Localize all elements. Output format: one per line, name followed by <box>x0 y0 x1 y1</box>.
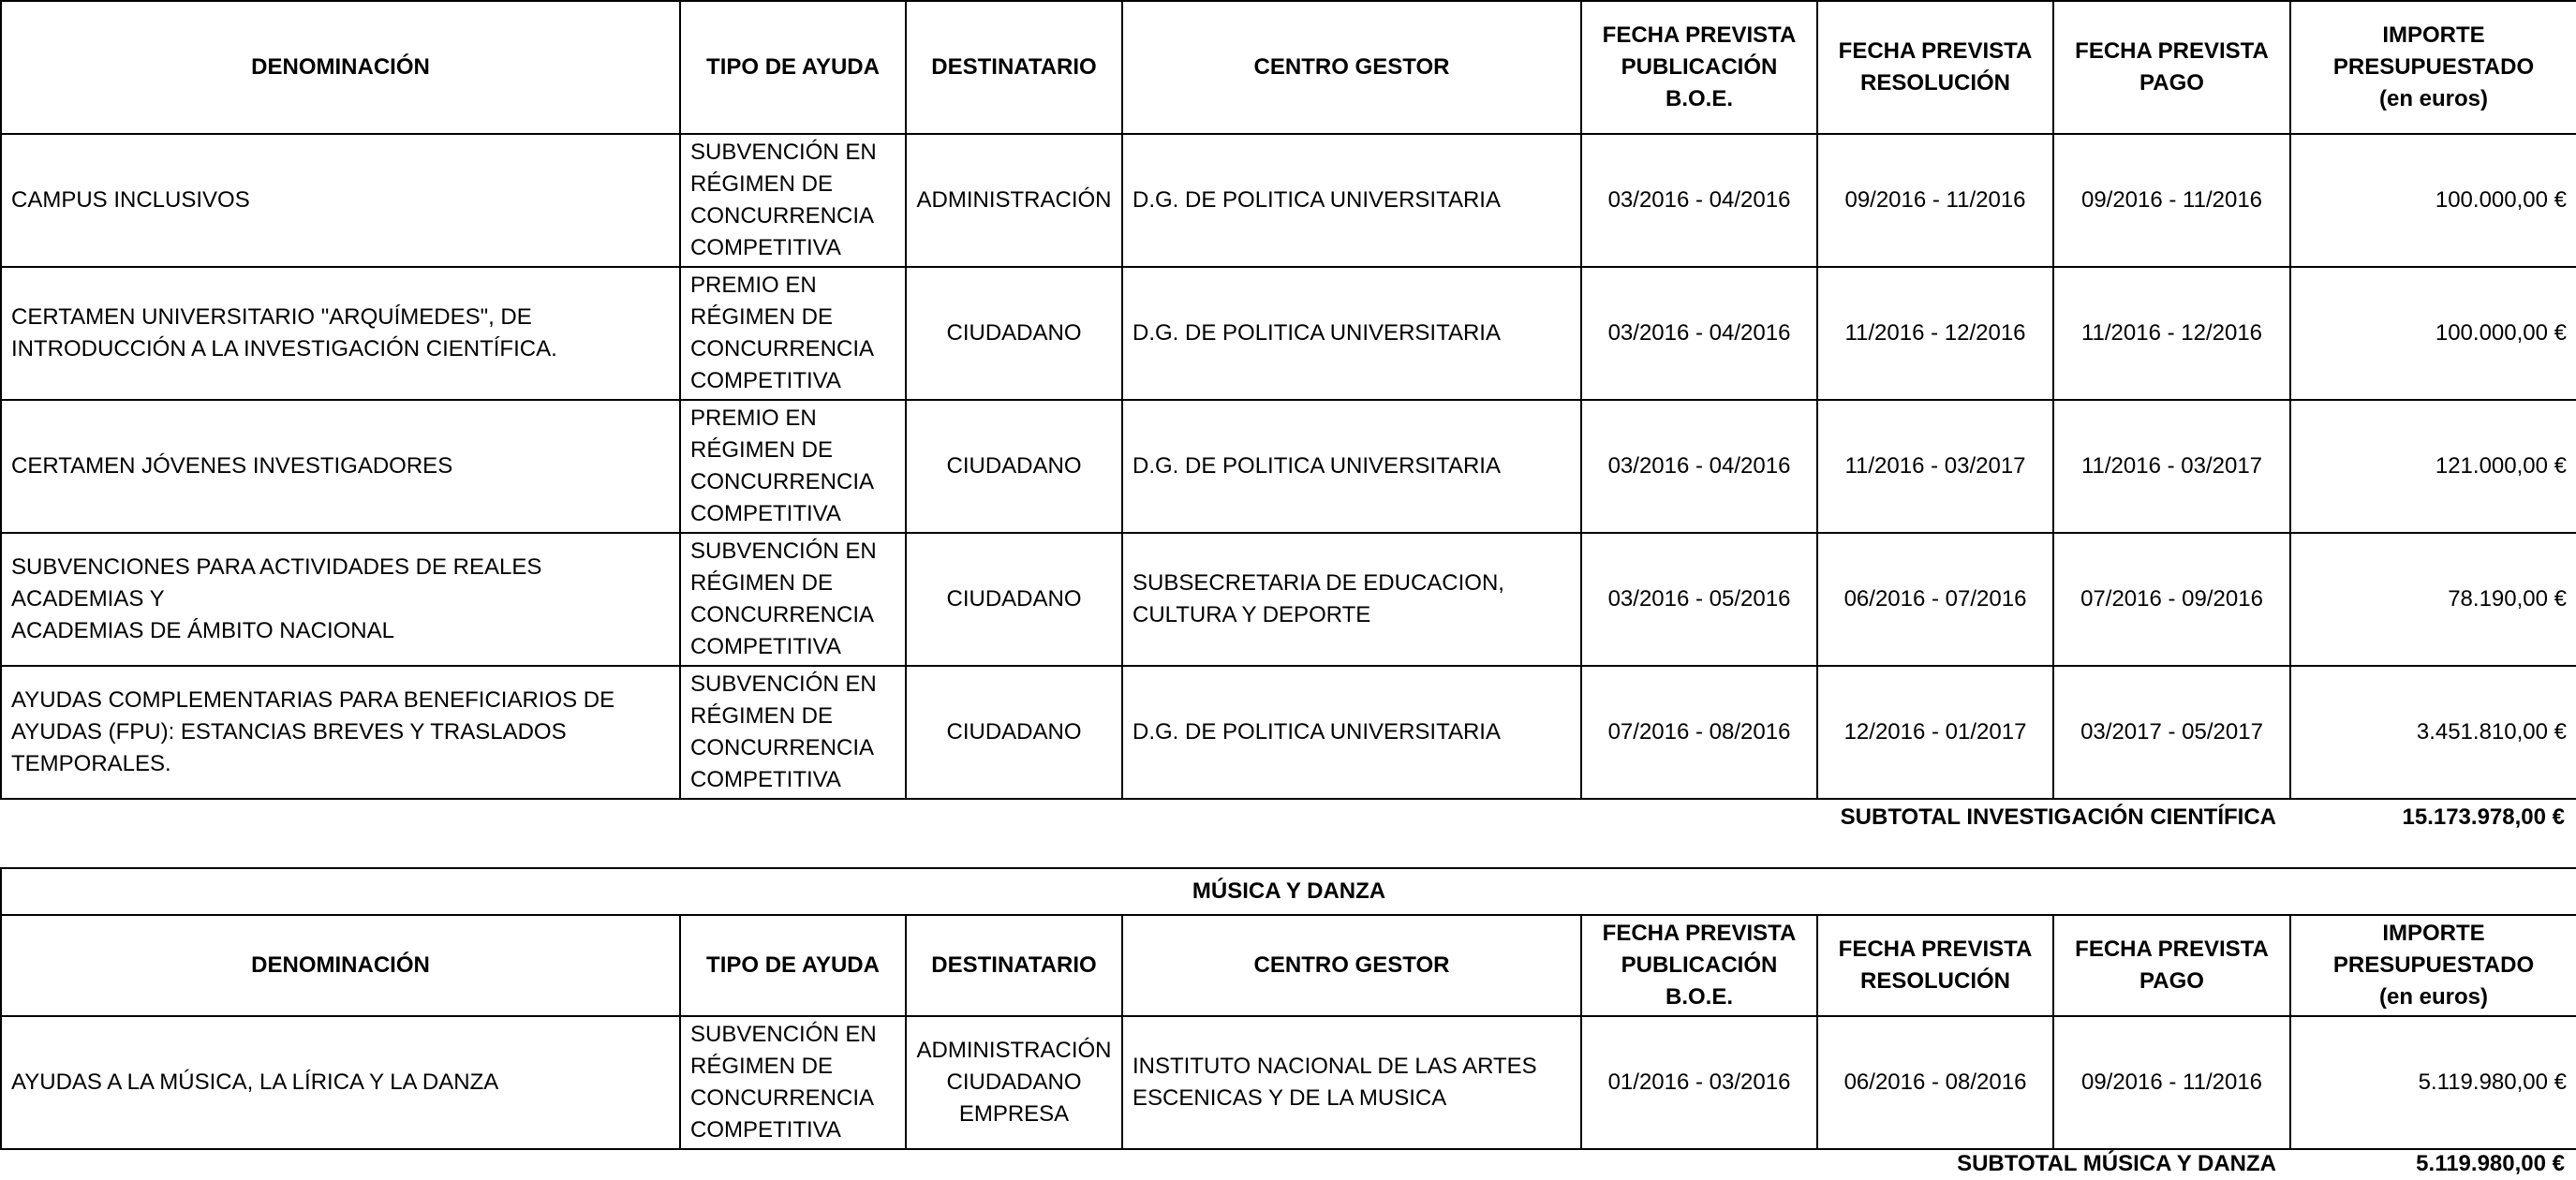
header-res-line: FECHA PREVISTA <box>1838 937 2033 962</box>
cell-line: SUBVENCIÓN EN <box>690 671 877 697</box>
cell-pub: 01/2016 - 03/2016 <box>1581 1016 1817 1149</box>
cell-line: ADMINISTRACIÓN <box>916 1038 1112 1063</box>
cell-line: CIUDADANO <box>946 453 1082 479</box>
cell-line: ACADEMIAS DE ÁMBITO NACIONAL <box>11 618 394 643</box>
subtotal-investigacion-label: SUBTOTAL INVESTIGACIÓN CIENTÍFICA <box>1840 804 2276 830</box>
cell-line: CIUDADANO <box>946 586 1082 612</box>
cell-line: CULTURA Y DEPORTE <box>1133 602 1371 627</box>
header-pago-line: PAGO <box>2139 968 2204 994</box>
cell-line: CERTAMEN JÓVENES INVESTIGADORES <box>11 453 453 479</box>
cell-pago: 11/2016 - 03/2017 <box>2053 400 2290 533</box>
cell-res: 09/2016 - 11/2016 <box>1817 134 2053 267</box>
header-importe-line: (en euros) <box>2378 86 2488 111</box>
cell-line: CIUDADANO <box>946 320 1082 346</box>
cell-denominacion <box>1 533 680 666</box>
cell-line: RÉGIMEN DE <box>690 570 834 596</box>
header-pub-line: FECHA PREVISTA <box>1602 22 1797 48</box>
cell-line: COMPETITIVA <box>690 368 841 393</box>
cell-line: CIUDADANO <box>946 719 1082 745</box>
header-pub <box>1581 1 1817 134</box>
header-row <box>1 1 2576 134</box>
cell-destinatario <box>906 1016 1122 1149</box>
cell-line: AYUDAS COMPLEMENTARIAS PARA BENEFICIARIOS DE <box>11 687 615 713</box>
table-row <box>1 267 2576 400</box>
cell-line: COMPETITIVA <box>690 235 841 260</box>
cell-denominacion <box>1 400 680 533</box>
cell-pub: 03/2016 - 05/2016 <box>1581 533 1817 666</box>
cell-importe: 78.190,00 € <box>2290 533 2576 666</box>
cell-importe: 100.000,00 € <box>2290 267 2576 400</box>
cell-pago: 03/2017 - 05/2017 <box>2053 666 2290 799</box>
cell-line: PREMIO EN <box>690 273 817 298</box>
cell-pub: 07/2016 - 08/2016 <box>1581 666 1817 799</box>
cell-line: INTRODUCCIÓN A LA INVESTIGACIÓN CIENTÍFICA. <box>11 336 557 361</box>
table-row <box>1 666 2576 799</box>
cell-line: CERTAMEN UNIVERSITARIO "ARQUÍMEDES", DE <box>11 304 532 330</box>
cell-importe: 3.451.810,00 € <box>2290 666 2576 799</box>
header-pub-line: PUBLICACIÓN <box>1621 54 1778 80</box>
cell-tipo <box>680 267 906 400</box>
cell-centro <box>1122 134 1581 267</box>
subtotal-musica-value: 5.119.980,00 € <box>2416 1151 2565 1176</box>
header-centro: CENTRO GESTOR <box>1122 915 1581 1016</box>
header-denominacion: DENOMINACIÓN <box>1 915 680 1016</box>
header-pago <box>2053 1 2290 134</box>
header-pago-line: PAGO <box>2139 70 2204 96</box>
header-pub <box>1581 915 1817 1016</box>
cell-tipo <box>680 666 906 799</box>
cell-pago: 09/2016 - 11/2016 <box>2053 1016 2290 1149</box>
header-destinatario: DESTINATARIO <box>906 915 1122 1016</box>
cell-denominacion <box>1 666 680 799</box>
header-centro: CENTRO GESTOR <box>1122 1 1581 134</box>
cell-line: INSTITUTO NACIONAL DE LAS ARTES <box>1133 1054 1537 1079</box>
cell-res: 11/2016 - 12/2016 <box>1817 267 2053 400</box>
cell-tipo <box>680 1016 906 1149</box>
subtotal-investigacion-value: 15.173.978,00 € <box>2402 804 2565 830</box>
header-importe <box>2290 915 2576 1016</box>
cell-line: COMPETITIVA <box>690 634 841 659</box>
cell-line: CONCURRENCIA <box>690 1085 875 1111</box>
header-pago-line: FECHA PREVISTA <box>2075 937 2269 962</box>
cell-denominacion <box>1 1016 680 1149</box>
header-denominacion: DENOMINACIÓN <box>1 1 680 134</box>
header-pub-line: B.O.E. <box>1665 86 1733 111</box>
section-title-row <box>1 868 2576 915</box>
cell-pago: 07/2016 - 09/2016 <box>2053 533 2290 666</box>
header-importe-line: IMPORTE <box>2382 22 2485 48</box>
cell-line: RÉGIMEN DE <box>690 437 834 463</box>
header-res-line: FECHA PREVISTA <box>1838 38 2033 64</box>
header-pub-line: B.O.E. <box>1665 984 1733 1010</box>
cell-destinatario <box>906 134 1122 267</box>
subtotal-musica-label: SUBTOTAL MÚSICA Y DANZA <box>1957 1151 2276 1176</box>
cell-tipo <box>680 400 906 533</box>
table-row <box>1 400 2576 533</box>
cell-denominacion <box>1 134 680 267</box>
cell-line: SUBVENCIÓN EN <box>690 140 877 165</box>
cell-line: COMPETITIVA <box>690 767 841 792</box>
cell-importe: 5.119.980,00 € <box>2290 1016 2576 1149</box>
cell-line: SUBVENCIÓN EN <box>690 1022 877 1047</box>
cell-line: RÉGIMEN DE <box>690 304 834 330</box>
header-pago <box>2053 915 2290 1016</box>
header-pago-line: FECHA PREVISTA <box>2075 38 2269 64</box>
cell-pago: 09/2016 - 11/2016 <box>2053 134 2290 267</box>
cell-res: 06/2016 - 07/2016 <box>1817 533 2053 666</box>
cell-res: 12/2016 - 01/2017 <box>1817 666 2053 799</box>
cell-line: SUBVENCIONES PARA ACTIVIDADES DE REALES ACADEMIAS Y <box>11 554 542 612</box>
cell-destinatario <box>906 666 1122 799</box>
header-tipo: TIPO DE AYUDA <box>680 1 906 134</box>
cell-line: SUBVENCIÓN EN <box>690 538 877 564</box>
cell-line: D.G. DE POLITICA UNIVERSITARIA <box>1133 320 1501 346</box>
header-importe-line: PRESUPUESTADO <box>2332 952 2535 978</box>
header-res-line: RESOLUCIÓN <box>1859 968 2010 994</box>
cell-line: CAMPUS INCLUSIVOS <box>11 187 250 213</box>
cell-line: CIUDADANO <box>946 1069 1082 1095</box>
table-row <box>1 134 2576 267</box>
table-row <box>1 533 2576 666</box>
cell-line: EMPRESA <box>958 1101 1070 1127</box>
cell-line: AYUDAS A LA MÚSICA, LA LÍRICA Y LA DANZA <box>11 1069 499 1095</box>
cell-line: AYUDAS (FPU): ESTANCIAS BREVES Y TRASLADOS <box>11 719 567 745</box>
header-tipo: TIPO DE AYUDA <box>680 915 906 1016</box>
cell-line: CONCURRENCIA <box>690 735 875 760</box>
header-pub-line: PUBLICACIÓN <box>1621 952 1778 978</box>
cell-line: ADMINISTRACIÓN <box>916 187 1112 213</box>
cell-line: RÉGIMEN DE <box>690 703 834 729</box>
cell-res: 06/2016 - 08/2016 <box>1817 1016 2053 1149</box>
cell-destinatario <box>906 400 1122 533</box>
cell-line: RÉGIMEN DE <box>690 171 834 197</box>
cell-tipo <box>680 533 906 666</box>
header-res-line: RESOLUCIÓN <box>1859 70 2010 96</box>
header-importe <box>2290 1 2576 134</box>
cell-denominacion <box>1 267 680 400</box>
cell-line: CONCURRENCIA <box>690 336 875 361</box>
cell-pub: 03/2016 - 04/2016 <box>1581 134 1817 267</box>
cell-line: SUBSECRETARIA DE EDUCACION, <box>1133 570 1504 596</box>
cell-line: CONCURRENCIA <box>690 602 875 627</box>
cell-line: TEMPORALES. <box>11 751 171 776</box>
table-musica-danza <box>0 867 2576 1150</box>
cell-line: D.G. DE POLITICA UNIVERSITARIA <box>1133 187 1501 213</box>
cell-line: RÉGIMEN DE <box>690 1054 834 1079</box>
cell-importe: 100.000,00 € <box>2290 134 2576 267</box>
cell-centro <box>1122 1016 1581 1149</box>
cell-tipo <box>680 134 906 267</box>
cell-destinatario <box>906 267 1122 400</box>
cell-line: D.G. DE POLITICA UNIVERSITARIA <box>1133 719 1501 745</box>
cell-pub: 03/2016 - 04/2016 <box>1581 267 1817 400</box>
header-res <box>1817 915 2053 1016</box>
cell-centro <box>1122 666 1581 799</box>
cell-centro <box>1122 400 1581 533</box>
cell-line: COMPETITIVA <box>690 1117 841 1143</box>
cell-pub: 03/2016 - 04/2016 <box>1581 400 1817 533</box>
header-importe-line: IMPORTE <box>2382 921 2485 946</box>
cell-centro <box>1122 533 1581 666</box>
table-row <box>1 1016 2576 1149</box>
header-importe-line: (en euros) <box>2378 984 2488 1010</box>
cell-pago: 11/2016 - 12/2016 <box>2053 267 2290 400</box>
header-destinatario: DESTINATARIO <box>906 1 1122 134</box>
cell-destinatario <box>906 533 1122 666</box>
section-title: MÚSICA Y DANZA <box>1 868 2576 915</box>
cell-res: 11/2016 - 03/2017 <box>1817 400 2053 533</box>
cell-line: COMPETITIVA <box>690 501 841 526</box>
cell-line: CONCURRENCIA <box>690 203 875 229</box>
header-row <box>1 915 2576 1016</box>
cell-line: ESCENICAS Y DE LA MUSICA <box>1133 1085 1447 1111</box>
header-res <box>1817 1 2053 134</box>
cell-centro <box>1122 267 1581 400</box>
header-importe-line: PRESUPUESTADO <box>2332 54 2535 80</box>
cell-line: PREMIO EN <box>690 406 817 431</box>
cell-importe: 121.000,00 € <box>2290 400 2576 533</box>
header-pub-line: FECHA PREVISTA <box>1602 921 1797 946</box>
cell-line: CONCURRENCIA <box>690 469 875 494</box>
cell-line: D.G. DE POLITICA UNIVERSITARIA <box>1133 453 1501 479</box>
